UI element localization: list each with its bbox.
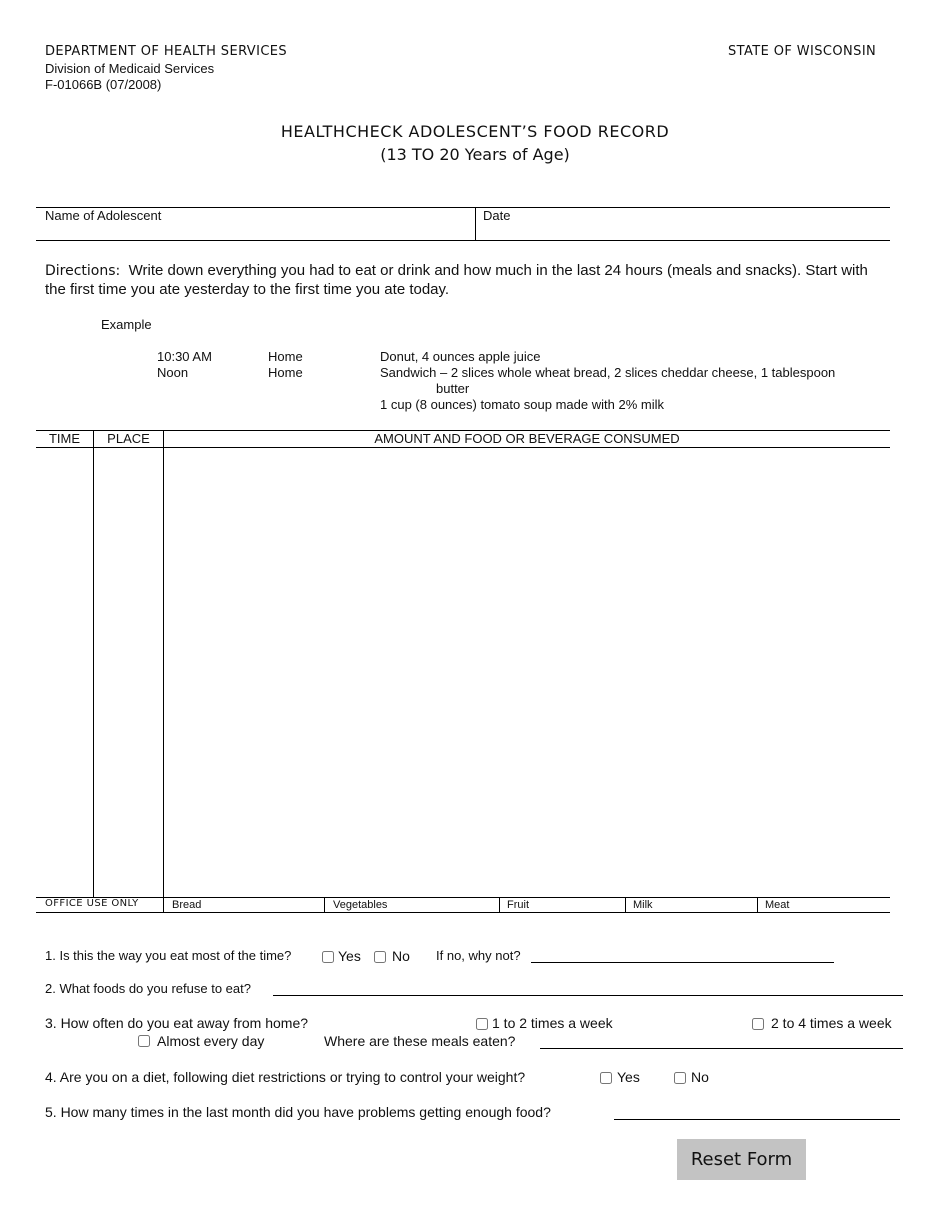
question-5-text: 5. How many times in the last month did you have problems getting enough food? [45, 1104, 551, 1120]
question-3-option-3-label: Almost every day [157, 1033, 265, 1049]
example-food-2-continued: butter [436, 381, 470, 396]
question-1-followup: If no, why not? [436, 948, 521, 963]
question-1-no-label: No [392, 948, 410, 964]
reset-form-button[interactable]: Reset Form [677, 1139, 806, 1180]
form-subtitle: (13 TO 20 Years of Age) [380, 145, 570, 164]
example-food-3: 1 cup (8 ounces) tomato soup made with 2% milk [380, 397, 664, 412]
identity-top-rule [36, 207, 890, 208]
office-category-fruit: Fruit [507, 899, 529, 911]
office-divider-2 [324, 897, 325, 913]
example-time-2: Noon [157, 365, 189, 380]
name-field[interactable] [180, 222, 470, 238]
col-header-food: AMOUNT AND FOOD OR BEVERAGE CONSUMED [374, 431, 680, 446]
question-1-yes-checkbox[interactable] [322, 951, 334, 963]
example-food-1: Donut, 4 ounces apple juice [380, 349, 541, 364]
office-use-label: OFFICE USE ONLY [45, 898, 139, 909]
office-category-milk: Milk [633, 899, 653, 911]
question-3-where-field[interactable] [543, 1032, 901, 1048]
office-divider-1 [163, 897, 164, 913]
form-title: HEALTHCHECK ADOLESCENT’S FOOD RECORD [280, 122, 670, 141]
question-4-yes-checkbox[interactable] [600, 1072, 612, 1084]
question-5-underline [614, 1119, 900, 1120]
question-2-text: 2. What foods do you refuse to eat? [45, 981, 251, 996]
identity-bottom-rule [36, 240, 890, 241]
question-3-option-2-label: 2 to 4 times a week [771, 1015, 892, 1031]
question-1-yes-label: Yes [338, 948, 361, 964]
office-divider-5 [757, 897, 758, 913]
question-3-option-1-label: 1 to 2 times a week [492, 1015, 613, 1031]
directions-lead: Directions: [45, 263, 121, 279]
directions-text-1: Write down everything you had to eat or drink and how much in the last 24 hours (meals and snacks). Start with [128, 262, 868, 279]
name-label: Name of Adolescent [45, 208, 162, 223]
question-3-text: 3. How often do you eat away from home? [45, 1015, 309, 1031]
question-1-no-checkbox[interactable] [374, 951, 386, 963]
time-entry-field[interactable] [38, 450, 95, 898]
question-3-where-underline [540, 1048, 903, 1049]
question-4-no-label: No [691, 1069, 709, 1085]
question-3-option-1-checkbox[interactable] [476, 1018, 488, 1030]
question-3-option-3-checkbox[interactable] [138, 1035, 150, 1047]
office-divider-4 [625, 897, 626, 913]
example-place-1: Home [268, 349, 303, 364]
office-category-vegetables: Vegetables [333, 899, 388, 911]
example-food-2: Sandwich – 2 slices whole wheat bread, 2 slices cheddar cheese, 1 tablespoon [380, 365, 836, 380]
directions-line-2: the first time you ate yesterday to the first time you ate today. [45, 281, 450, 298]
example-place-2: Home [268, 365, 303, 380]
question-3-option-2-checkbox[interactable] [752, 1018, 764, 1030]
form-number: F-01066B (07/2008) [45, 77, 162, 92]
table-header-rule [36, 447, 890, 448]
col-header-place: PLACE [107, 431, 150, 446]
example-time-1: 10:30 AM [157, 349, 212, 364]
question-2-underline [273, 995, 903, 996]
division-name: Division of Medicaid Services [45, 61, 215, 76]
department-name: DEPARTMENT OF HEALTH SERVICES [45, 44, 288, 59]
question-2-field[interactable] [276, 979, 902, 995]
state-name: STATE OF WISCONSIN [728, 44, 877, 59]
question-5-field[interactable] [617, 1103, 898, 1119]
office-bottom-rule [36, 912, 890, 913]
question-4-yes-label: Yes [617, 1069, 640, 1085]
question-1-followup-underline [531, 962, 834, 963]
identity-divider [475, 207, 476, 241]
office-category-bread: Bread [172, 899, 202, 911]
directions-line-1 [45, 262, 868, 279]
date-label: Date [483, 208, 511, 223]
question-4-text: 4. Are you on a diet, following diet restrictions or trying to control your weight? [45, 1069, 526, 1085]
food-entry-field[interactable] [166, 450, 892, 898]
question-4-no-checkbox[interactable] [674, 1072, 686, 1084]
question-3-where-label: Where are these meals eaten? [324, 1033, 516, 1049]
office-category-meat: Meat [765, 899, 790, 911]
example-label: Example [101, 317, 152, 332]
office-top-rule [36, 897, 890, 898]
date-field[interactable] [520, 222, 880, 238]
office-divider-3 [499, 897, 500, 913]
place-entry-field[interactable] [96, 450, 165, 898]
question-1-text: 1. Is this the way you eat most of the time? [45, 948, 292, 963]
col-header-time: TIME [48, 431, 81, 446]
question-1-followup-field[interactable] [533, 946, 833, 962]
